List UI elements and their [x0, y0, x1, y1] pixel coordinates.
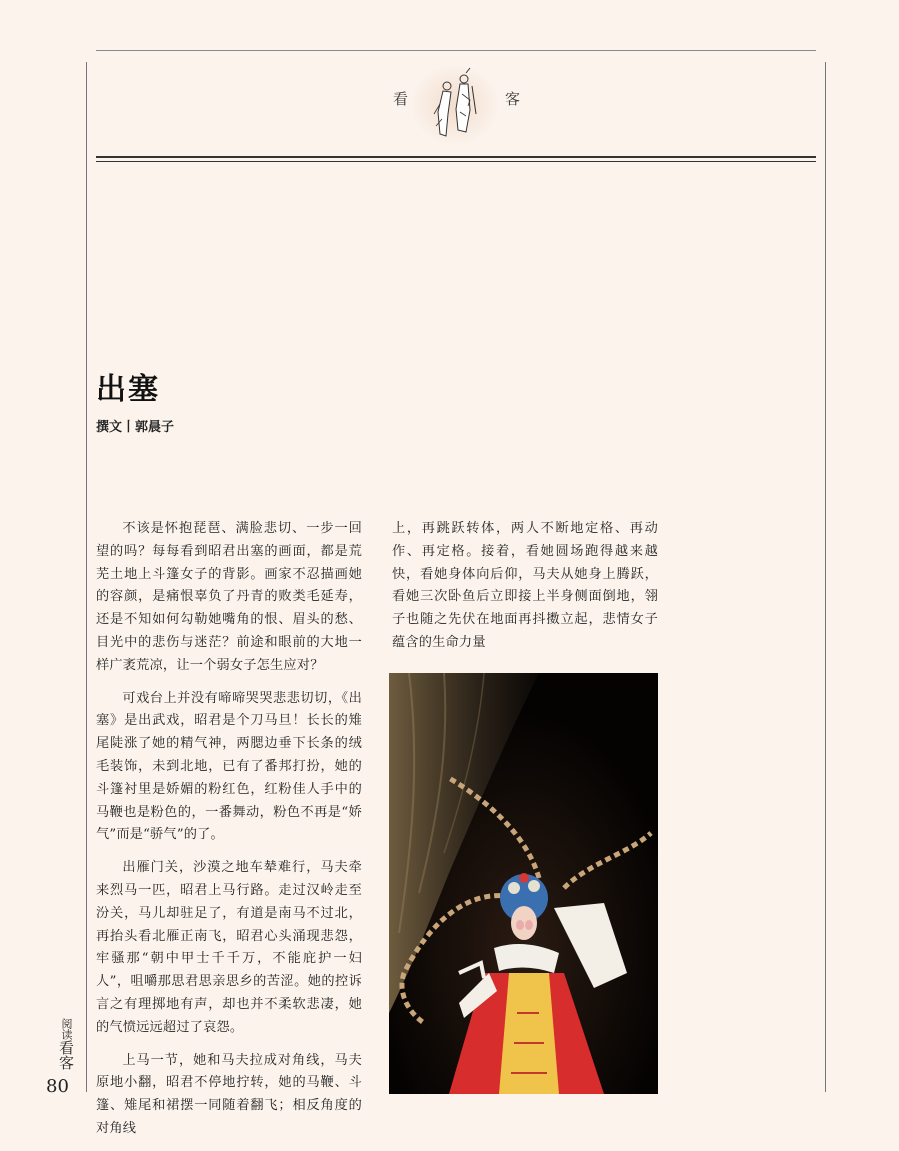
- right-margin-line: [825, 62, 826, 1092]
- side-section-label: [52, 1018, 75, 1070]
- page-number: 80: [46, 1076, 69, 1097]
- section-label-left: 看: [393, 90, 409, 108]
- left-margin-line: [86, 62, 87, 1092]
- header-double-rule-thin: [96, 161, 816, 162]
- left-text-column: [96, 518, 362, 1151]
- section-label-right: 客: [505, 90, 521, 108]
- opera-performer-photo: [389, 673, 658, 1094]
- top-rule: [96, 50, 816, 51]
- paragraph-continued: 上，再跳跃转体，两人不断地定格、再动作、再定格。接着，看她圆场跑得越来越快，看她身体向后仰，马夫从她身上腾跃，看她三次卧鱼后立即接上半身侧面倒地，翎子也随之先伏在地面再抖擞立起，悲情女子蕴含的生命力量: [392, 521, 658, 650]
- paragraph-2: 可戏台上并没有啼啼哭哭悲悲切切，《出塞》是出武戏，昭君是个刀马旦！长长的雉尾陡涨了她的精气神，两腮边垂下长条的绒毛装饰，未到北地，已有了番邦打扮，她的斗篷衬里是娇媚的粉红色，红粉佳人手中的马鞭也是粉色的，一番舞动，粉色不再是“娇气”而是“骄气”的了。: [96, 690, 362, 843]
- section-emblem-illustration: [410, 64, 500, 146]
- article-byline: 撰文丨郭晨子: [96, 420, 175, 435]
- paragraph-1: 不该是怀抱琵琶、满脸悲切、一步一回望的吗？每每看到昭君出塞的画面，都是荒芜土地上斗篷女子的背影。画家不忍描画她的容颜，是痛恨辜负了丹青的败类毛延寿，还是不知如何勾勒她嘴角的恨、眉头的愁、目光中的悲伤与迷茫？前途和眼前的大地一样广袤荒凉，让一个弱女子怎生应对？: [96, 521, 362, 673]
- paragraph-3: 出雁门关，沙漠之地车辇难行，马夫牵来烈马一匹，昭君上马行路。走过汉岭走至汾关，马儿却驻足了，有道是南马不过北，再抬头看北雁正南飞，昭君心头涌现悲怨，牢骚那“朝中甲士千千万，不能庇护一妇人”，咀嚼那思君思亲思乡的苦涩。她的控诉言之有理掷地有声，却也并不柔软悲凄，她的气愤远远超过了哀怨。: [96, 860, 362, 1035]
- paragraph-4: 上马一节，她和马夫拉成对角线，马夫原地小翻，昭君不停地拧转，她的马鞭、斗篷、雉尾和裙摆一同随着翻飞；相反角度的对角线: [96, 1052, 362, 1136]
- article-title: 出塞: [96, 372, 160, 407]
- header-double-rule-thick: [96, 156, 816, 158]
- side-label-big: 看客: [57, 1040, 75, 1070]
- side-label-small: 阅读: [60, 1018, 73, 1040]
- right-text-column: [392, 518, 658, 665]
